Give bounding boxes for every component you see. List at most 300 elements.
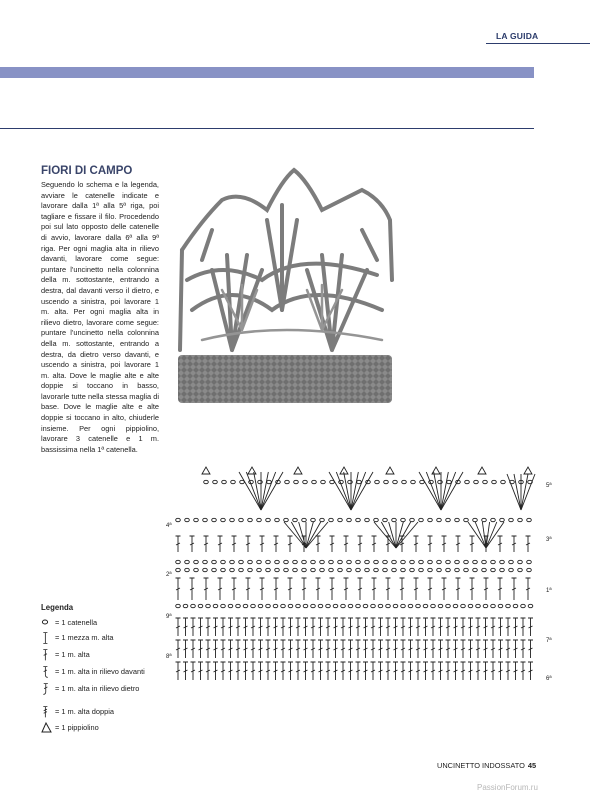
row-label-6: 6ª [546, 676, 552, 682]
chart-chain [176, 518, 181, 521]
chart-treble [348, 618, 353, 636]
chart-treble [526, 536, 531, 552]
row-label-5: 5ª [546, 483, 552, 489]
chart-chain [402, 480, 407, 483]
chart-chain [329, 568, 334, 571]
chart-treble [408, 662, 413, 680]
chart-chain [288, 604, 293, 607]
chart-chain [521, 604, 526, 607]
chart-chain [293, 568, 298, 571]
chart-treble [221, 618, 226, 636]
chart-treble [483, 640, 488, 658]
legend-item [41, 615, 221, 629]
chart-treble [476, 662, 481, 680]
chart-chain [221, 604, 226, 607]
chart-chain [527, 560, 532, 563]
chart-chain [222, 480, 227, 483]
chart-treble [378, 662, 383, 680]
chart-chain [347, 560, 352, 563]
chart-chain [257, 568, 262, 571]
chart-picot [248, 467, 256, 474]
header-band [0, 67, 534, 78]
chart-treble [470, 536, 475, 552]
chart-treble [446, 640, 451, 658]
chart-treble [341, 640, 346, 658]
chart-chain [464, 560, 469, 563]
chart-chain [476, 604, 481, 607]
chart-treble [363, 618, 368, 636]
chart-chain [401, 604, 406, 607]
chart-treble [232, 578, 237, 600]
chart-treble [204, 536, 209, 552]
chart-treble [303, 640, 308, 658]
chart-chain [258, 480, 263, 483]
chart-chain [203, 568, 208, 571]
chart-treble [281, 662, 286, 680]
chart-chain [311, 560, 316, 563]
chart-treble [221, 662, 226, 680]
chart-chain [455, 560, 460, 563]
chart-treble [484, 578, 489, 600]
chart-picot [202, 467, 210, 474]
chart-treble [372, 578, 377, 600]
chart-treble [288, 640, 293, 658]
chart-chain [437, 560, 442, 563]
chart-treble [446, 618, 451, 636]
chart-treble [273, 640, 278, 658]
chart-chain [341, 604, 346, 607]
front-post-treble-icon [41, 665, 53, 679]
chart-treble [386, 640, 391, 658]
chart-chain [374, 568, 379, 571]
chart-chain [416, 604, 421, 607]
chart-treble [288, 662, 293, 680]
chart-treble [408, 618, 413, 636]
chart-chain [302, 560, 307, 563]
chart-chain [473, 560, 478, 563]
chart-chain [347, 518, 352, 521]
chart-treble [303, 618, 308, 636]
chart-chain [338, 560, 343, 563]
chart-picot [524, 467, 532, 474]
chart-treble [274, 536, 279, 552]
chart-treble [506, 662, 511, 680]
chart-chain [243, 604, 248, 607]
chart-treble [483, 618, 488, 636]
section-label: LA GUIDA [496, 31, 539, 41]
legend [41, 603, 221, 734]
chart-treble [266, 640, 271, 658]
chart-treble [358, 578, 363, 600]
chart-chain [371, 604, 376, 607]
chart-chain [248, 568, 253, 571]
chart-treble [318, 640, 323, 658]
chart-treble [512, 536, 517, 552]
chart-chain [333, 604, 338, 607]
legend-label: = 1 m. alta doppia [55, 707, 114, 716]
chart-treble [401, 662, 406, 680]
chart-treble [371, 618, 376, 636]
chart-treble [232, 536, 237, 552]
chart-chain [383, 518, 388, 521]
chart-chain [365, 518, 370, 521]
chart-chain [348, 480, 353, 483]
chart-treble [491, 640, 496, 658]
chart-chain [411, 480, 416, 483]
chart-treble [251, 662, 256, 680]
chart-treble [348, 662, 353, 680]
chart-chain [257, 560, 262, 563]
chart-chain [230, 560, 235, 563]
chart-chain [338, 568, 343, 571]
chart-chain [311, 604, 316, 607]
chart-chain [284, 560, 289, 563]
chart-treble [251, 618, 256, 636]
chart-chain [509, 560, 514, 563]
chart-chain [500, 518, 505, 521]
chart-chain [383, 560, 388, 563]
chart-treble [363, 640, 368, 658]
chart-chain [231, 480, 236, 483]
chart-chain [408, 604, 413, 607]
treble-icon [41, 648, 53, 662]
chart-chain [446, 518, 451, 521]
chart-chain [236, 604, 241, 607]
chart-treble [512, 578, 517, 600]
chart-chain [267, 480, 272, 483]
chart-chain [509, 568, 514, 571]
chart-chain [453, 604, 458, 607]
chart-chain [185, 568, 190, 571]
chart-chain [318, 604, 323, 607]
chart-treble [288, 536, 293, 552]
chart-chain [212, 518, 217, 521]
chart-chain [212, 568, 217, 571]
chart-chain [248, 518, 253, 521]
chart-treble [378, 618, 383, 636]
chart-treble [258, 618, 263, 636]
chart-treble [528, 640, 533, 658]
chart-treble [303, 662, 308, 680]
chart-treble [428, 536, 433, 552]
chart-treble [414, 536, 419, 552]
chart-chain [464, 568, 469, 571]
chart-treble [453, 618, 458, 636]
chart-treble [386, 618, 391, 636]
chart-treble [333, 640, 338, 658]
article-instructions: Seguendo lo schema e la legenda, avviare le catenelle indicate e lavorare dalla 1ª alla 5ª riga, poi tagliare e fissare il filo. Procedendo poi sul lato opposto delle catenelle di avvio, lavorare dalla 6ª alla 9ª riga. Per ogni maglia alta in rilievo davanti, lavorare come segue: puntare l'uncinetto nella colonnina della m. sottostante, entrando a destra, dal davanti verso il dietro, e uscendo a sinistra, poi lavorare 1 m. alta. Per ogni maglia alta in rilievo dietro, lavorare come segue: puntare l'uncinetto nella colonnina della m. sottostante, entrando a destra, da dietro verso davanti, e uscendo a sinistra, poi lavorare 1 m. alta. Dove le maglie alte e alte doppie si toccano in basso, lavorarle tutte nella stessa maglia di base. Dove le maglie alte e alte doppie si toccano in alto, chiuderle insieme. Per ogni pippiolino, lavorare 3 catenelle e 1 m. bassissima nella 1ª catenella. [41, 180, 159, 454]
chart-chain [498, 604, 503, 607]
chart-chain [296, 604, 301, 607]
chart-chain [428, 560, 433, 563]
chart-treble [356, 662, 361, 680]
chart-chain [204, 480, 209, 483]
watermark: PassionForum.ru [477, 783, 538, 792]
chart-chain [326, 604, 331, 607]
chart-treble [476, 618, 481, 636]
magazine-name: UNCINETTO INDOSSATO [437, 761, 525, 770]
chart-chain [455, 518, 460, 521]
chart-treble [258, 640, 263, 658]
chart-fan-stitch [351, 472, 366, 510]
chart-treble [330, 578, 335, 600]
chart-chain [419, 518, 424, 521]
chart-treble [273, 662, 278, 680]
chart-chain [312, 480, 317, 483]
chart-chain [447, 480, 452, 483]
chart-fan-stitch [261, 472, 276, 510]
chart-treble [274, 578, 279, 600]
chart-treble [258, 662, 263, 680]
chart-chain [482, 518, 487, 521]
chart-chain [410, 560, 415, 563]
chart-treble [528, 662, 533, 680]
chart-treble [326, 640, 331, 658]
chart-chain [294, 480, 299, 483]
chart-treble [273, 618, 278, 636]
chart-chain [401, 560, 406, 563]
chart-treble [423, 618, 428, 636]
chart-treble [428, 578, 433, 600]
chart-treble [296, 662, 301, 680]
chart-fan-stitch [521, 474, 528, 510]
chart-chain [428, 568, 433, 571]
chart-treble [386, 578, 391, 600]
chart-chain [506, 604, 511, 607]
chart-treble [461, 640, 466, 658]
chart-treble [251, 640, 256, 658]
chart-treble [341, 662, 346, 680]
legend-item [41, 680, 221, 697]
chart-treble [356, 640, 361, 658]
chart-chain [230, 568, 235, 571]
chart-chain [401, 568, 406, 571]
chart-fan-stitch [514, 474, 521, 510]
chart-chain [203, 560, 208, 563]
chart-chain [320, 518, 325, 521]
chart-chain [347, 568, 352, 571]
chart-chain [393, 604, 398, 607]
row-label-9: 9ª [166, 614, 172, 620]
chart-chain [419, 568, 424, 571]
chart-chain [212, 560, 217, 563]
chart-chain [420, 480, 425, 483]
chart-chain [423, 604, 428, 607]
chart-treble [491, 662, 496, 680]
chart-fan-stitch [426, 472, 441, 510]
chart-treble [416, 662, 421, 680]
chart-treble [461, 662, 466, 680]
chart-chain [518, 560, 523, 563]
chart-treble [491, 618, 496, 636]
chart-treble [431, 640, 436, 658]
chart-treble [498, 640, 503, 658]
chart-chain [230, 518, 235, 521]
chart-treble [288, 578, 293, 600]
chart-treble [526, 578, 531, 600]
chart-treble [246, 536, 251, 552]
chart-chain [213, 480, 218, 483]
chart-chain [410, 518, 415, 521]
chart-treble [456, 578, 461, 600]
legend-item [41, 629, 221, 646]
chart-chain [329, 560, 334, 563]
chart-chain [392, 518, 397, 521]
crochet-chart [166, 460, 556, 690]
chart-treble [400, 578, 405, 600]
chart-chain [257, 518, 262, 521]
legend-item [41, 646, 221, 663]
chart-treble [326, 618, 331, 636]
chart-treble [453, 640, 458, 658]
chart-treble [228, 640, 233, 658]
chart-chain [251, 604, 256, 607]
chart-treble [236, 618, 241, 636]
chart-treble [393, 618, 398, 636]
chart-treble [218, 578, 223, 600]
chart-treble [371, 640, 376, 658]
chart-chain [474, 480, 479, 483]
chart-treble [438, 618, 443, 636]
chart-treble [506, 640, 511, 658]
chart-treble [243, 662, 248, 680]
chart-treble [243, 618, 248, 636]
chart-treble [260, 536, 265, 552]
chart-treble [236, 662, 241, 680]
chart-fan-stitch [507, 474, 521, 510]
chart-treble [442, 578, 447, 600]
chart-chain [419, 560, 424, 563]
chart-chain [518, 568, 523, 571]
chart-treble [416, 618, 421, 636]
double-treble-icon [41, 705, 53, 719]
chart-treble [281, 640, 286, 658]
chart-treble [371, 662, 376, 680]
chart-chain [266, 568, 271, 571]
chart-picot [478, 467, 486, 474]
chart-chain [446, 604, 451, 607]
chart-chain [302, 518, 307, 521]
chart-chain [461, 604, 466, 607]
chart-picot [432, 467, 440, 474]
chart-chain [311, 568, 316, 571]
chart-chain [185, 518, 190, 521]
chart-treble [296, 640, 301, 658]
chart-chain [455, 568, 460, 571]
chart-chain [500, 568, 505, 571]
chart-chain [194, 518, 199, 521]
legend-item [41, 663, 221, 680]
chart-treble [260, 578, 265, 600]
chart-chain [221, 560, 226, 563]
chart-chain [483, 604, 488, 607]
chart-treble [483, 662, 488, 680]
chart-chain [491, 518, 496, 521]
chart-chain [329, 518, 334, 521]
chart-chain [437, 568, 442, 571]
chart-chain [302, 568, 307, 571]
chart-chain [293, 518, 298, 521]
chart-chain [311, 518, 316, 521]
chart-treble [228, 618, 233, 636]
chart-treble [408, 640, 413, 658]
chart-chain [228, 604, 233, 607]
chart-chain [482, 568, 487, 571]
chart-treble [470, 578, 475, 600]
chart-treble [318, 662, 323, 680]
chart-chain [320, 568, 325, 571]
chart-chain [284, 568, 289, 571]
chart-chain [285, 480, 290, 483]
chart-treble [266, 618, 271, 636]
chart-treble [416, 640, 421, 658]
chart-treble [243, 640, 248, 658]
chart-fan-stitch [396, 522, 411, 548]
chart-chain [221, 518, 226, 521]
chart-fan-stitch [441, 472, 456, 510]
chart-treble [341, 618, 346, 636]
chart-treble [438, 640, 443, 658]
chart-treble [521, 662, 526, 680]
chart-treble [431, 662, 436, 680]
chart-chain [374, 518, 379, 521]
chart-treble [423, 640, 428, 658]
chart-chain [527, 568, 532, 571]
legend-title: Legenda [41, 603, 74, 612]
chart-chain [356, 604, 361, 607]
chart-treble [348, 640, 353, 658]
chart-treble [363, 662, 368, 680]
chart-treble [476, 640, 481, 658]
chart-chain [293, 560, 298, 563]
chart-chain [374, 560, 379, 563]
legend-label: = 1 mezza m. alta [55, 633, 114, 642]
chart-treble [513, 662, 518, 680]
chart-chain [491, 568, 496, 571]
chart-chain [473, 518, 478, 521]
legend-item [41, 703, 221, 720]
chart-chain [509, 518, 514, 521]
chart-treble [266, 662, 271, 680]
legend-label: = 1 m. alta in rilievo davanti [55, 667, 145, 676]
chart-chain [284, 518, 289, 521]
chart-treble [442, 536, 447, 552]
chart-chain [438, 480, 443, 483]
chart-chain [491, 560, 496, 563]
chart-chain [527, 518, 532, 521]
chart-chain [483, 480, 488, 483]
chart-chain [492, 480, 497, 483]
page-footer [437, 761, 536, 770]
chart-chain [240, 480, 245, 483]
chart-chain [464, 518, 469, 521]
chart-treble [401, 618, 406, 636]
chart-fan-stitch [246, 472, 261, 510]
row-label-8: 8ª [166, 654, 172, 660]
article-title: FIORI DI CAMPO [41, 165, 133, 177]
chart-treble [372, 536, 377, 552]
chart-chain [468, 604, 473, 607]
row-label-3: 3ª [546, 537, 552, 543]
picot-icon [41, 720, 53, 734]
chart-treble [190, 578, 195, 600]
chart-treble [204, 578, 209, 600]
chart-treble [401, 640, 406, 658]
legend-label: = 1 m. alta in rilievo dietro [55, 684, 140, 693]
chart-treble [513, 640, 518, 658]
chart-chain [303, 480, 308, 483]
chart-chain [473, 568, 478, 571]
